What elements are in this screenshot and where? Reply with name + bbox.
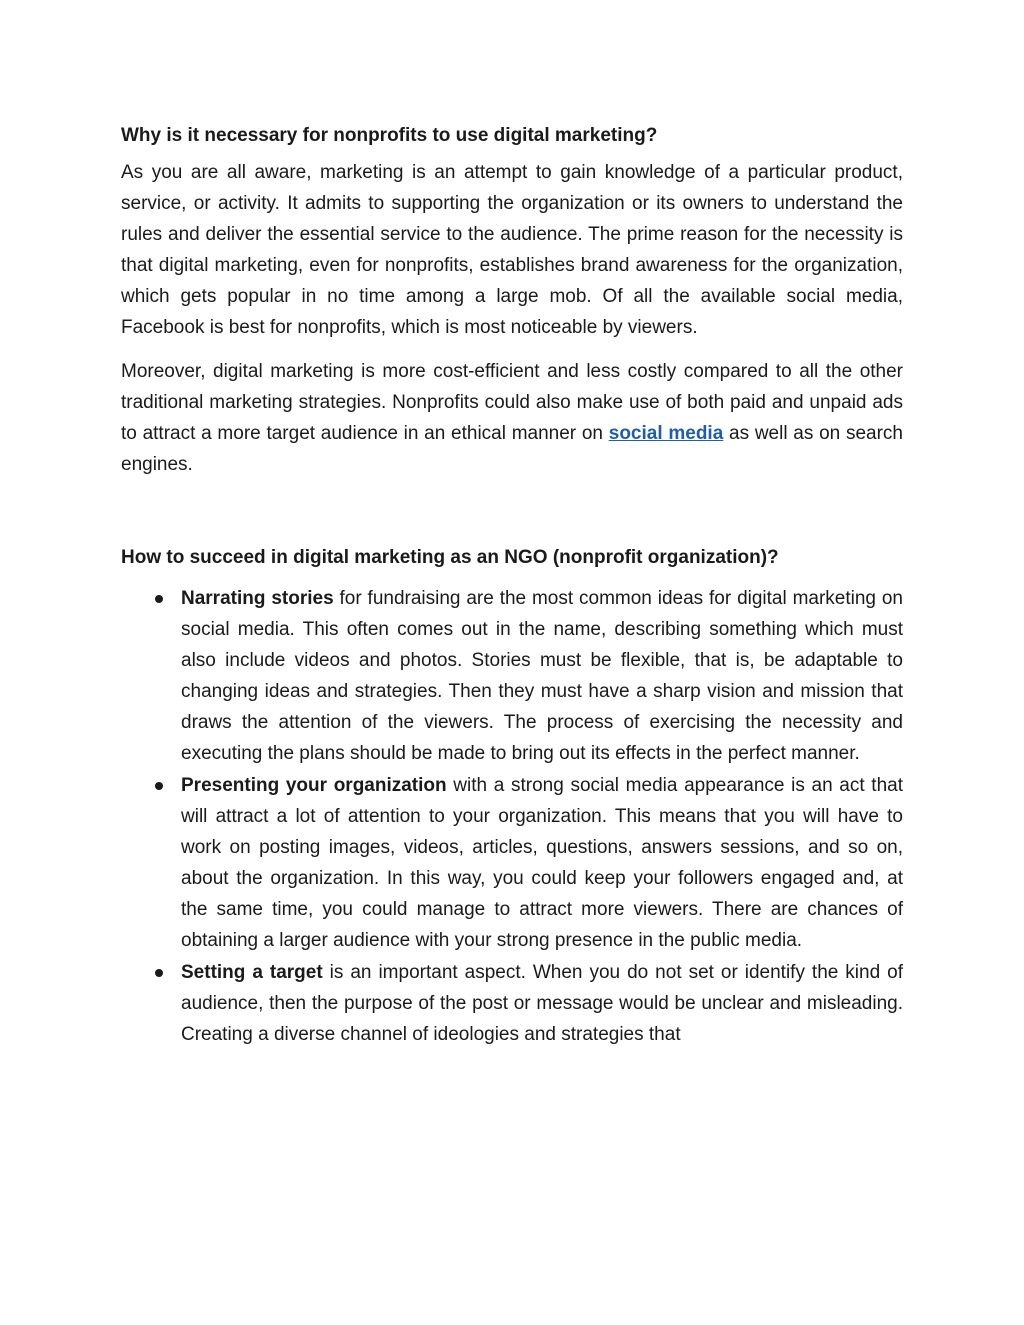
list-item-lead: Setting a target: [181, 962, 323, 983]
list-item: [121, 583, 903, 769]
bullet-icon: [155, 969, 163, 977]
bullet-icon: [155, 595, 163, 603]
bullet-icon: [155, 782, 163, 790]
list-item: [121, 770, 903, 956]
section-how-to-succeed: [121, 542, 903, 1050]
section-heading-why: Why is it necessary for nonprofits to use digital marketing?: [121, 125, 658, 146]
social-media-link[interactable]: social media: [608, 423, 724, 444]
list-item-text: for fundraising are the most common ideas for digital marketing on social media. This often comes out in the name, describing something which must also include videos and photos. Stories must be flexible, that is, be adaptable to changing ideas and strategies. Then they must have a sharp vision and mission that draws the attention of the viewers. The process of exercising the necessity and executing the plans should be made to bring out its effects in the perfect manner.: [181, 588, 903, 764]
list-item: [121, 957, 903, 1050]
document-page: [121, 120, 903, 1051]
paragraph-text-before-link: Moreover, digital marketing is more cost-efficient and less costly compared to all the other traditional marketing strategies. Nonprofits could also make use of both paid and unpaid ads to attract a more target audience in an ethical manner on: [121, 361, 903, 444]
list-item-lead: Narrating stories: [181, 588, 334, 609]
paragraph-text-after-link: as well as on search engines.: [121, 423, 904, 475]
list-item-text: is an important aspect. When you do not set or identify the kind of audience, then the purpose of the post or message would be unclear and misleading. Creating a diverse channel of ideologies and strategies that: [181, 962, 903, 1045]
list-item-text: with a strong social media appearance is an act that will attract a lot of attention to your organization. This means that you will have to work on posting images, videos, articles, questions, answers sessions, and so on, about the organization. In this way, you could keep your followers engaged and, at the same time, you could manage to attract more viewers. There are chances of obtaining a larger audience with your strong presence in the public media.: [181, 775, 903, 951]
tips-list: [121, 583, 903, 1050]
list-item-lead: Presenting your organization: [181, 775, 447, 796]
paragraph-cost-efficiency: [121, 356, 903, 480]
paragraph-intro: As you are all aware, marketing is an attempt to gain knowledge of a particular product, service, or activity. It admits to supporting the organization or its owners to understand the rules and deliver the essential service to the audience. The prime reason for the necessity is that digital marketing, even for nonprofits, establishes brand awareness for the organization, which gets popular in no time among a large mob. Of all the available social media, Facebook is best for nonprofits, which is most noticeable by viewers.: [121, 162, 903, 338]
section-heading-how: How to succeed in digital marketing as an NGO (nonprofit organization)?: [121, 547, 779, 568]
